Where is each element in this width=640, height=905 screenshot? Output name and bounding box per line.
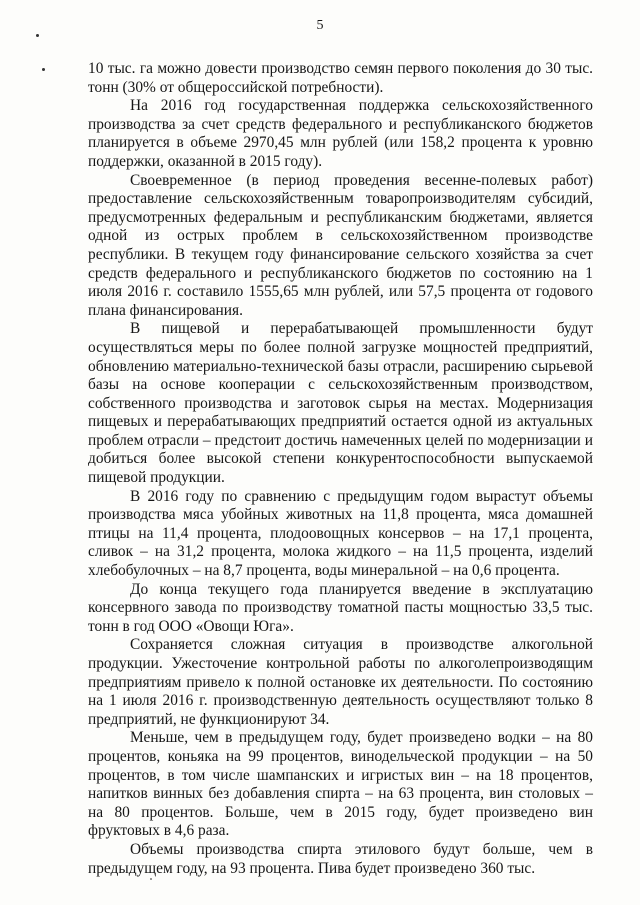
paragraph-6: До конца текущего года планируется введение в эксплуатацию консервного завода по производству томатной пасты мощностью 33,5 тыс. тонн в год ООО «Овощи Юга». bbox=[88, 580, 593, 635]
paragraph-4: В пищевой и перерабатывающей промышленности будут осуществляться меры по более полной загрузке мощностей предприятий, обновлению материально-технической базы отрасли, расширению сырьевой базы на основе кооперации с сельскохозяйственным производством, собственного производства и заготовок сырья на местах. Модернизация пищевых и перерабатывающих предприятий остается одной из актуальных проблем отрасли – предстоит достичь намеченных целей по модернизации и добиться более высокой степени конкурентоспособности выпускаемой пищевой продукции. bbox=[88, 320, 593, 487]
document-body bbox=[88, 60, 593, 878]
paragraph-3: Своевременное (в период проведения весенне-полевых работ) предоставление сельскохозяйственным товаропроизводителям субсидий, предусмотренных федеральным и республиканским бюджетами, является одной из острых проблем в сельскохозяйственном производстве республики. В текущем году финансирование сельского хозяйства за счет средств федерального и республиканского бюджетов по состоянию на 1 июля 2016 г. составило 1555,65 млн рублей, или 57,5 процента от годового плана финансирования. bbox=[88, 171, 593, 319]
scan-mark bbox=[150, 878, 152, 880]
paragraph-8: Меньше, чем в предыдущем году, будет произведено водки – на 80 процентов, коньяка на 99 процентов, винодельческой продукции – на 50 процентов, в том числе шампанских и игристых вин – на 18 процентов, напитков винных без добавления спирта – на 63 процента, вин столовых – на 80 процентов. Больше, чем в 2015 году, будет произведено вин фруктовых в 4,6 раза. bbox=[88, 729, 593, 840]
paragraph-7: Сохраняется сложная ситуация в производстве алкогольной продукции. Ужесточение контрольной работы по алкоголепроизводящим предприятиям привело к полной остановке их деятельности. По состоянию на 1 июля 2016 г. производственную деятельность осуществляют только 8 предприятий, не функционируют 34. bbox=[88, 636, 593, 728]
paragraph-1: 10 тыс. га можно довести производство семян первого поколения до 30 тыс. тонн (30% от общероссийской потребности). bbox=[88, 60, 593, 96]
paragraph-2: На 2016 год государственная поддержка сельскохозяйственного производства за счет средств федерального и республиканского бюджетов планируется в объеме 2970,45 млн рублей (или 158,2 процента к уровню поддержки, оказанной в 2015 году). bbox=[88, 97, 593, 170]
scan-mark bbox=[42, 68, 45, 71]
page-number: 5 bbox=[316, 18, 324, 33]
scan-mark bbox=[36, 34, 39, 37]
paragraph-9: Объемы производства спирта этилового будут больше, чем в предыдущем году, на 93 процента. Пива будет произведено 360 тыс. bbox=[88, 840, 593, 877]
paragraph-5: В 2016 году по сравнению с предыдущим годом вырастут объемы производства мяса убойных животных на 11,8 процента, мяса домашней птицы на 11,4 процента, плодоовощных консервов – на 17,1 процента, сливок – на 31,2 процента, молока жидкого – на 11,5 процента, изделий хлебобулочных – на 8,7 процента, воды минеральной – на 0,6 процента. bbox=[88, 487, 593, 580]
